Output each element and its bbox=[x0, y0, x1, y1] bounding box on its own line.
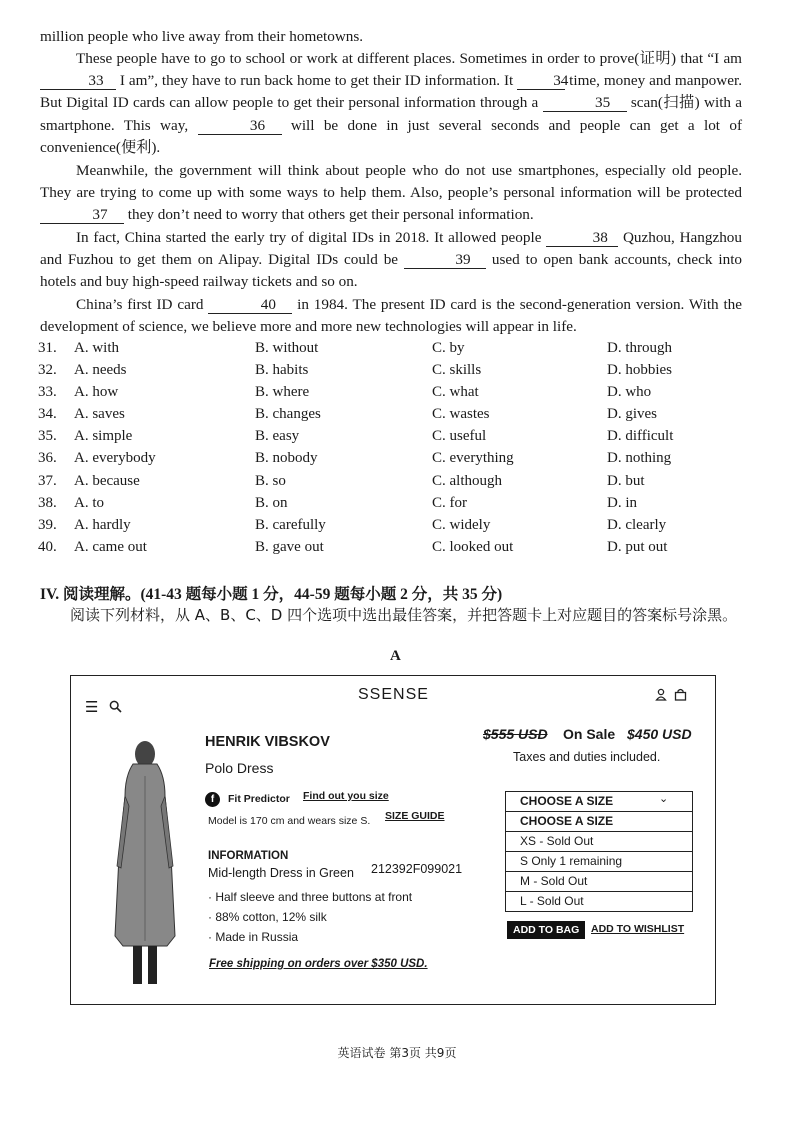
option-row: 35. A. simple B. easy C. useful D. difficult bbox=[38, 428, 674, 445]
blank-34: 34 bbox=[517, 73, 565, 90]
add-to-wishlist-link[interactable]: ADD TO WISHLIST bbox=[591, 923, 685, 935]
blank-35: 35 bbox=[543, 95, 627, 112]
options-list bbox=[38, 340, 748, 561]
blank-38: 38 bbox=[546, 230, 618, 247]
brand-logo[interactable]: SSENSE bbox=[358, 686, 429, 703]
option-row: 31. A. with B. without C. by D. through bbox=[38, 340, 672, 356]
taxes-note: Taxes and duties included. bbox=[513, 750, 661, 764]
size-selector[interactable] bbox=[505, 791, 693, 912]
feature-item: · 88% cotton, 12% silk bbox=[208, 910, 327, 924]
option-row: 33. A. how B. where C. what D. who bbox=[38, 384, 652, 401]
passage-paragraph-1: These people have to go to school or work at different places. Sometimes in order to prove(证明) that “I am 33 I am”, they have to run back home to get their ID information. It 34 time, money and manpower. But Digital ID cards can allow people to get their personal information through a 35 scan(扫描) with a smartphone. This way, 36 will be done in just several seconds and people can get a lot of convenience(便利). bbox=[40, 50, 743, 156]
blank-39: 39 bbox=[404, 252, 486, 269]
old-price: $555 USD bbox=[483, 726, 548, 742]
fit-predictor-icon: f bbox=[205, 792, 220, 807]
find-size-link[interactable]: Find out you size bbox=[303, 790, 389, 802]
passage-label: A bbox=[390, 648, 401, 664]
option-row: 39. A. hardly B. carefully C. widely D. clearly bbox=[38, 516, 667, 533]
size-option[interactable]: CHOOSE A SIZE bbox=[506, 792, 692, 812]
option-row: 32. A. needs B. habits C. skills D. hobbies bbox=[38, 362, 672, 379]
size-option[interactable]: M - Sold Out bbox=[506, 872, 692, 892]
fit-predictor-label: Fit Predictor bbox=[228, 793, 290, 805]
option-row: 34. A. saves B. changes C. wastes D. gives bbox=[38, 406, 657, 423]
option-row: 36. A. everybody B. nobody C. everything D. nothing bbox=[38, 450, 672, 467]
passage-paragraph-3: In fact, China started the early try of digital IDs in 2018. It allowed people 38 Quzhou, Hangzhou and Fuzhou to get them on Alipay. Digital IDs could be 39 used to open bank accounts, check into hotels and buy high-speed railway tickets and so on. bbox=[40, 229, 743, 291]
feature-item: · Made in Russia bbox=[208, 930, 299, 944]
passage-paragraph-4: China’s first ID card 40 in 1984. The present ID card is the second-generation version. With the development of science, we believe more and more new technologies will appear in life. bbox=[40, 296, 743, 336]
user-icon[interactable] bbox=[655, 688, 667, 701]
ssense-product-page bbox=[70, 675, 716, 1005]
product-code: 212392F099021 bbox=[371, 862, 463, 876]
info-heading: INFORMATION bbox=[208, 850, 289, 862]
on-sale-label: On Sale bbox=[563, 726, 616, 742]
section-title: IV. 阅读理解。(41-43 题每小题 1 分，44-59 题每小题 2 分，共 35 分) bbox=[40, 586, 503, 603]
blank-33: 33 bbox=[40, 73, 116, 90]
search-icon[interactable] bbox=[109, 700, 122, 713]
page-footer: 英语试卷 第3页 共9页 bbox=[337, 1046, 457, 1060]
bag-icon[interactable] bbox=[674, 688, 687, 701]
model-info: Model is 170 cm and wears size S. bbox=[208, 815, 371, 827]
chevron-down-icon[interactable]: ⌄ bbox=[659, 793, 669, 805]
sale-price: $450 USD bbox=[627, 726, 692, 742]
option-row: 40. A. came out B. gave out C. looked out D. put out bbox=[38, 538, 668, 555]
size-option[interactable]: L - Sold Out bbox=[520, 894, 584, 908]
hamburger-icon[interactable]: ☰ bbox=[85, 699, 99, 716]
passage-paragraph-2: Meanwhile, the government will think about people who do not use smartphones, especially old people. They are trying to come up with some ways to help them. Also, people’s personal information will be protected 37 they don’t need to worry that others get their personal information. bbox=[40, 162, 742, 224]
product-description: Mid-length Dress in Green bbox=[208, 866, 354, 880]
size-option[interactable]: CHOOSE A SIZE bbox=[506, 812, 692, 832]
model-photo bbox=[95, 736, 195, 994]
size-option[interactable]: XS - Sold Out bbox=[506, 832, 692, 852]
blank-37: 37 bbox=[40, 207, 124, 224]
blank-36: 36 bbox=[198, 118, 282, 135]
section-instruction: 阅读下列材料，从 A、B、C、D 四个选项中选出最佳答案，并把答题卡上对应题目的答案标号涂黑。 bbox=[70, 606, 738, 624]
passage-line-0: million people who live away from their hometowns. bbox=[40, 28, 364, 45]
option-row: 37. A. because B. so C. although D. but bbox=[38, 472, 645, 489]
size-guide-link[interactable]: SIZE GUIDE bbox=[385, 810, 445, 822]
option-row: 38. A. to B. on C. for D. in bbox=[38, 494, 637, 511]
product-name: Polo Dress bbox=[205, 760, 274, 776]
designer-name[interactable]: HENRIK VIBSKOV bbox=[205, 734, 330, 750]
free-shipping-note: Free shipping on orders over $350 USD. bbox=[209, 958, 428, 970]
blank-40: 40 bbox=[208, 297, 292, 314]
add-to-bag-button[interactable]: ADD TO BAG bbox=[507, 921, 585, 939]
feature-item: · Half sleeve and three buttons at front bbox=[208, 890, 413, 904]
size-option[interactable]: S Only 1 remaining bbox=[506, 852, 692, 872]
